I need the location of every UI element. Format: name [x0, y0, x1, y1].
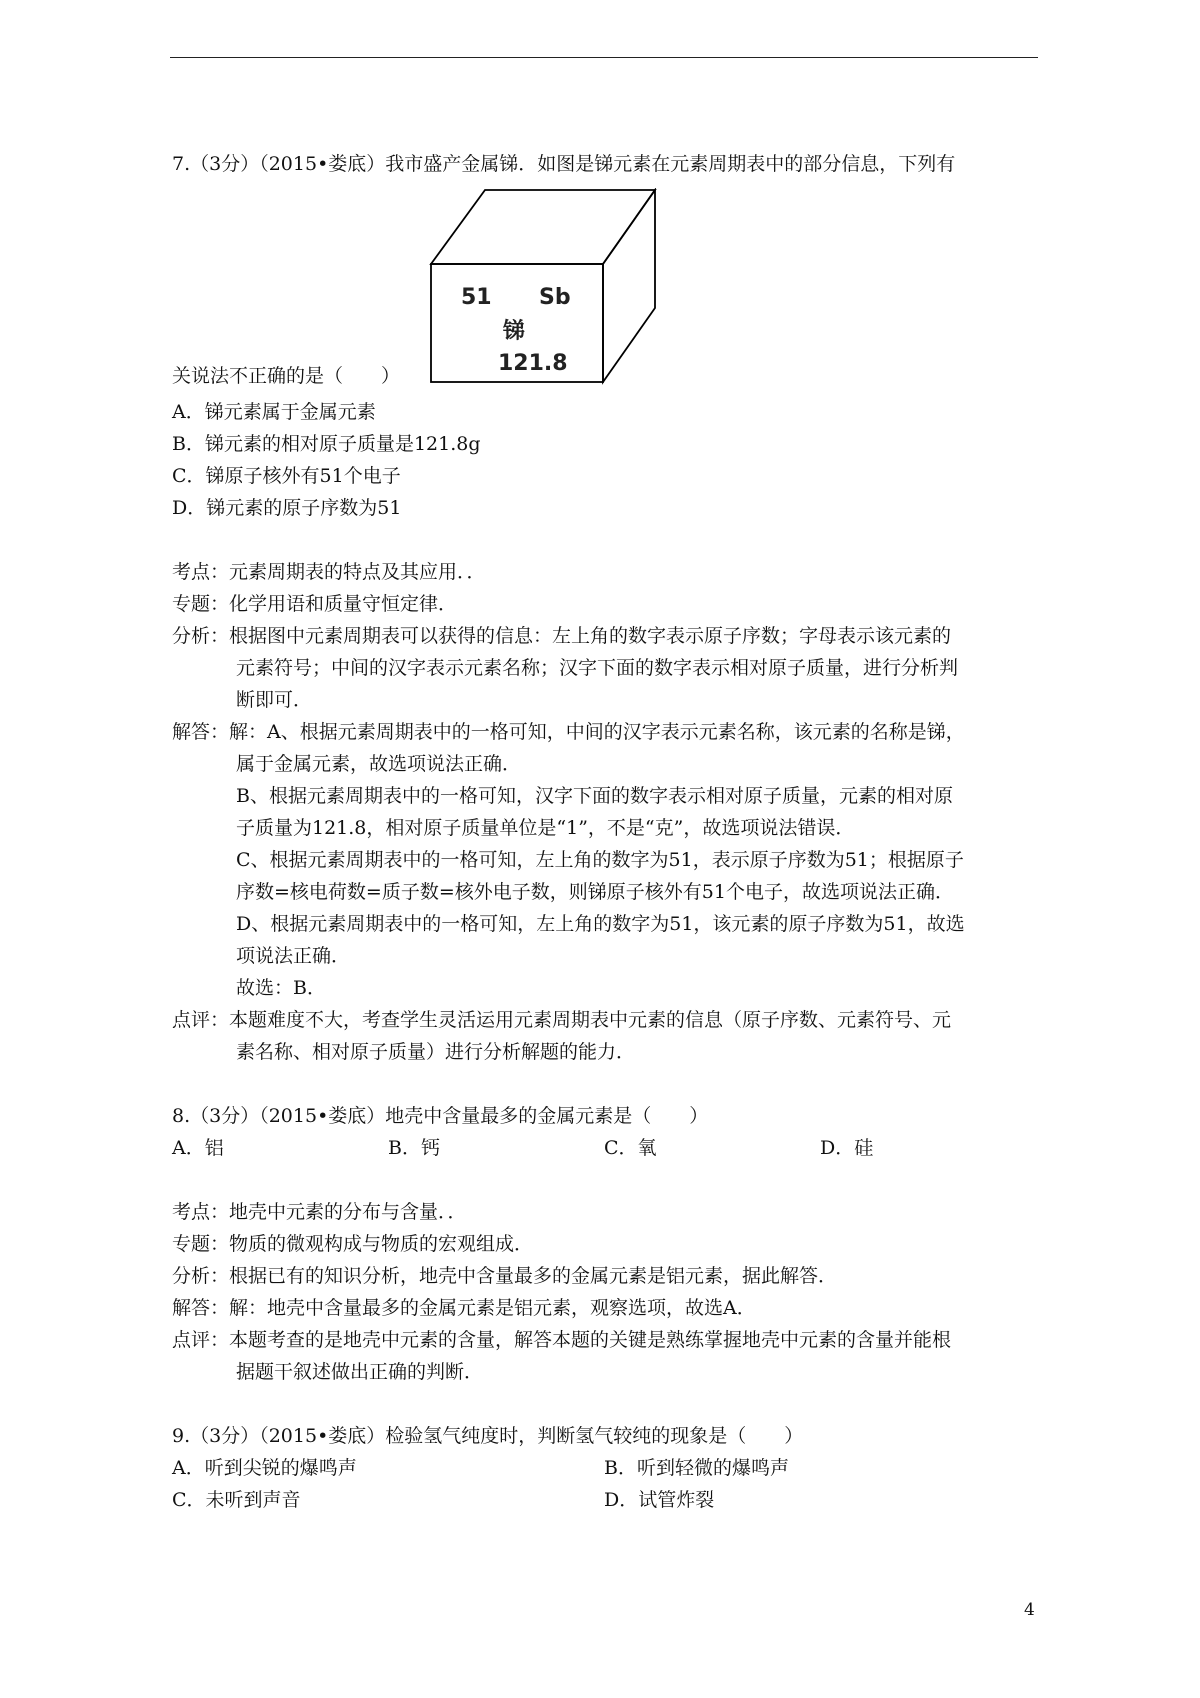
q7-option-c: C．锑原子核外有51个电子 — [172, 465, 401, 487]
q7-option-b: B．锑元素的相对原子质量是121.8g — [172, 433, 481, 455]
header-rule — [170, 57, 1038, 58]
element-cell-figure — [425, 188, 665, 393]
q7-fenxi-3: 断即可． — [236, 689, 313, 711]
q7-dianping-2: 素名称、相对原子质量）进行分析解题的能力． — [236, 1041, 636, 1063]
q7-stem-line1: 7.（3分）（2015•娄底）我市盛产金属锑．如图是锑元素在元素周期表中的部分信息，下列有 — [172, 153, 956, 175]
q9-option-c: C．未听到声音 — [172, 1489, 301, 1511]
q7-kaodian: 考点：元素周期表的特点及其应用．． — [172, 561, 486, 583]
q7-jieda-5: C、根据元素周期表中的一格可知，左上角的数字为51，表示原子序数为51；根据原子 — [236, 849, 964, 871]
q7-jieda-6: 序数=核电荷数=质子数=核外电子数，则锑原子核外有51个电子，故选项说法正确． — [236, 881, 954, 903]
q7-dianping-1: 点评：本题难度不大，考查学生灵活运用元素周期表中元素的信息（原子序数、元素符号、元 — [172, 1009, 952, 1031]
q7-jieda-4: 子质量为121.8，相对原子质量单位是“1”，不是“克”，故选项说法错误． — [236, 817, 855, 839]
q7-fenxi-2: 元素符号；中间的汉字表示元素名称；汉字下面的数字表示相对原子质量，进行分析判 — [236, 657, 959, 679]
q7-zhuanti: 专题：化学用语和质量守恒定律． — [172, 593, 458, 615]
q8-stem: 8.（3分）（2015•娄底）地壳中含量最多的金属元素是（ ） — [172, 1105, 709, 1127]
q7-option-a: A．锑元素属于金属元素 — [172, 401, 376, 423]
q7-jieda-8: 项说法正确． — [236, 945, 351, 967]
q8-kaodian: 考点：地壳中元素的分布与含量．． — [172, 1201, 467, 1223]
q7-jieda-9: 故选：B． — [236, 977, 326, 999]
q8-option-b: B．钙 — [388, 1137, 440, 1159]
q8-dianping-1: 点评：本题考查的是地壳中元素的含量，解答本题的关键是熟练掌握地壳中元素的含量并能根 — [172, 1329, 952, 1351]
element-name: 锑 — [503, 319, 526, 344]
q8-option-d: D．硅 — [820, 1137, 874, 1159]
q7-stem-line2: 关说法不正确的是（ ） — [172, 365, 401, 387]
page-number: 4 — [1024, 1600, 1035, 1620]
q8-option-a: A．铝 — [172, 1137, 224, 1159]
q9-option-b: B．听到轻微的爆鸣声 — [604, 1457, 789, 1479]
q8-jieda: 解答：解：地壳中含量最多的金属元素是铝元素，观察选项，故选A． — [172, 1297, 756, 1319]
q9-option-a: A．听到尖锐的爆鸣声 — [172, 1457, 357, 1479]
atomic-number: 51 — [461, 285, 492, 310]
q7-jieda-3: B、根据元素周期表中的一格可知，汉字下面的数字表示相对原子质量，元素的相对原 — [236, 785, 953, 807]
q7-jieda-7: D、根据元素周期表中的一格可知，左上角的数字为51，该元素的原子序数为51，故选 — [236, 913, 965, 935]
q9-stem: 9.（3分）（2015•娄底）检验氢气纯度时，判断氢气较纯的现象是（ ） — [172, 1425, 804, 1447]
atomic-mass: 121.8 — [498, 351, 568, 376]
q7-jieda-1: 解答：解：A、根据元素周期表中的一格可知，中间的汉字表示元素名称，该元素的名称是锑， — [172, 721, 965, 743]
q7-option-d: D．锑元素的原子序数为51 — [172, 497, 402, 519]
q7-fenxi-1: 分析：根据图中元素周期表可以获得的信息：左上角的数字表示原子序数；字母表示该元素的 — [172, 625, 952, 647]
q8-zhuanti: 专题：物质的微观构成与物质的宏观组成． — [172, 1233, 534, 1255]
q8-fenxi: 分析：根据已有的知识分析，地壳中含量最多的金属元素是铝元素，据此解答． — [172, 1265, 838, 1287]
element-symbol: Sb — [539, 285, 571, 310]
q7-jieda-2: 属于金属元素，故选项说法正确． — [236, 753, 522, 775]
q8-dianping-2: 据题干叙述做出正确的判断． — [236, 1361, 484, 1383]
q9-option-d: D．试管炸裂 — [604, 1489, 715, 1511]
q8-option-c: C．氧 — [604, 1137, 657, 1159]
